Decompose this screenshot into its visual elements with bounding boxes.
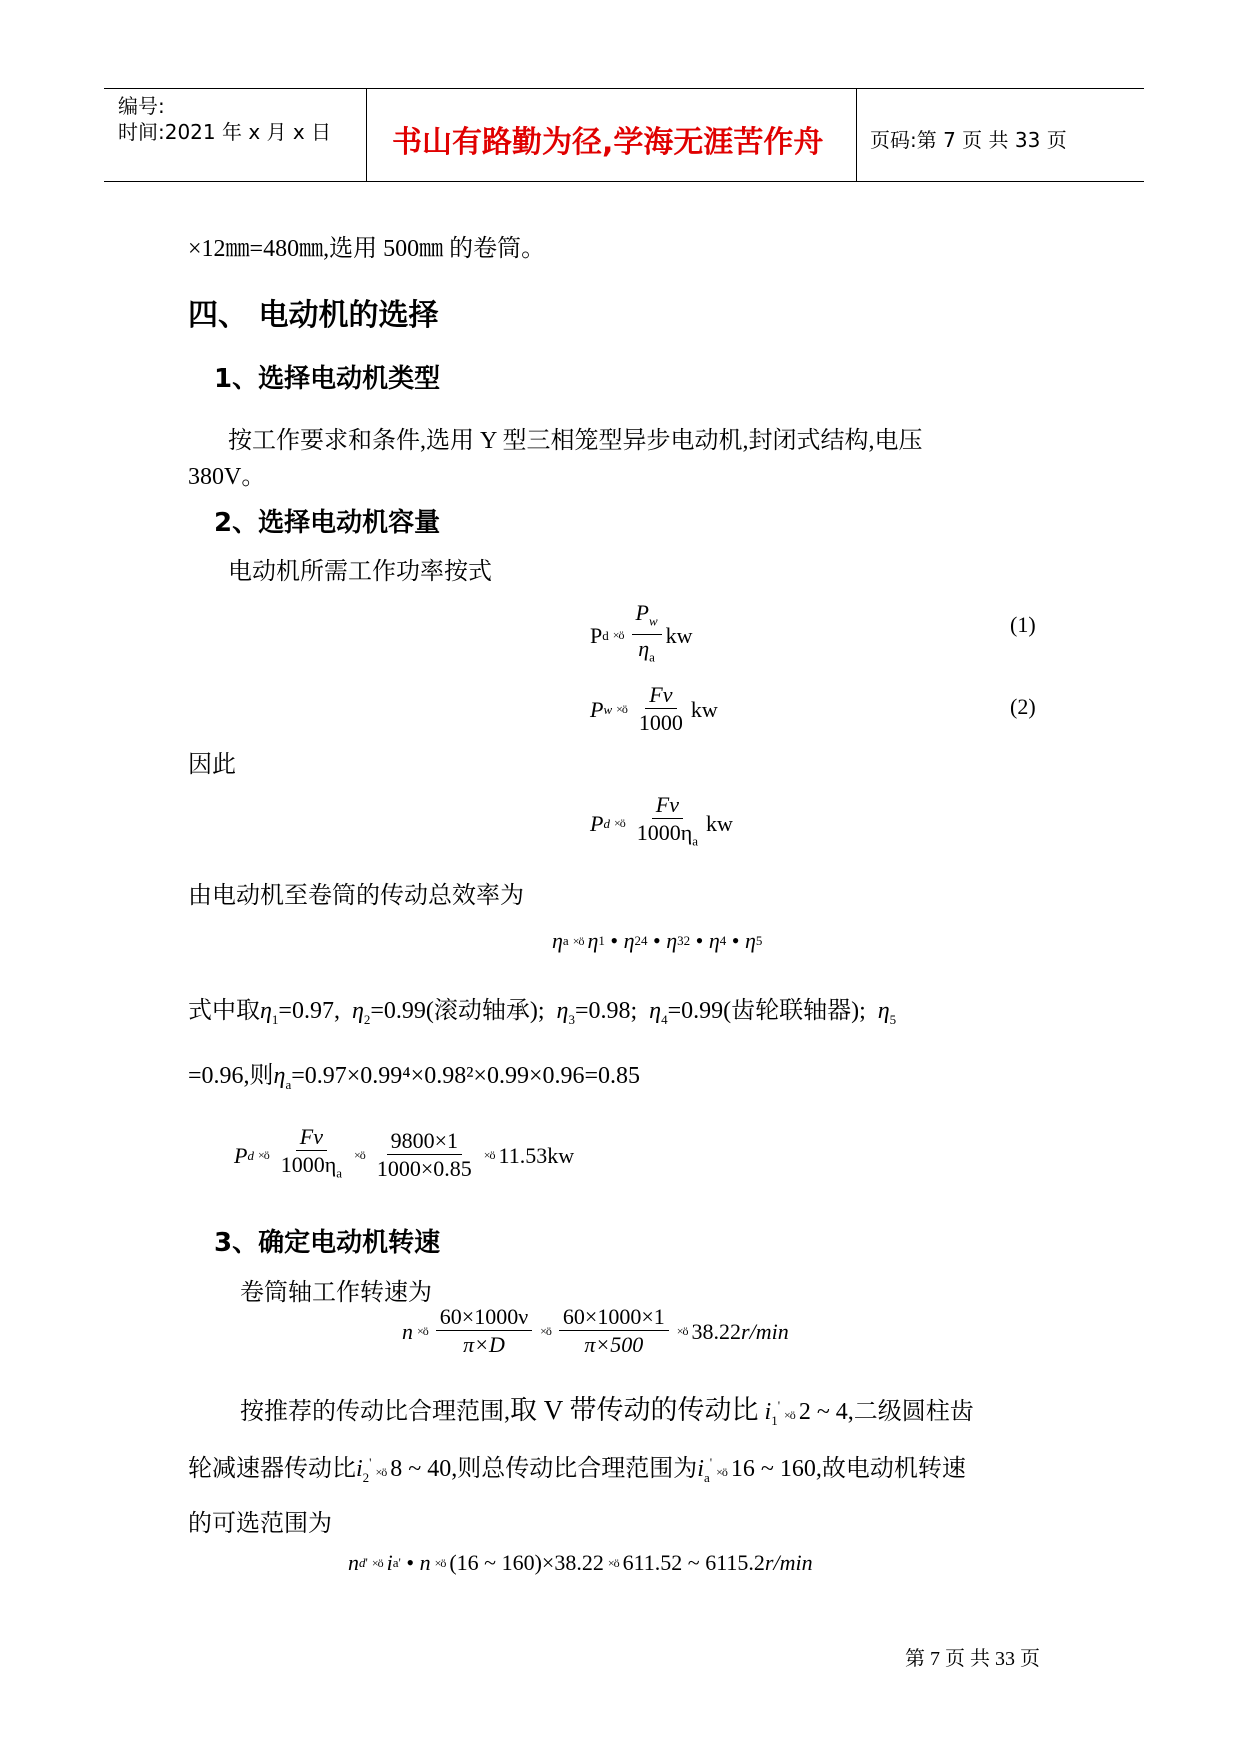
equation-7: n d ' ×ö i a ' • n ×ö (16 ~ 160)×38.22 ×ö 611.52 ~ 6115.2 r/min bbox=[348, 1550, 813, 1575]
subsection-2-title: 2、选择电动机容量 bbox=[214, 508, 441, 538]
subsection-3-title: 3、确定电动机转速 bbox=[214, 1228, 441, 1258]
ratio-line1: 按推荐的传动比合理范围,取 V 带传动的传动比 $i_1'\times ö$ 2 ~ 4,二级圆柱齿 bbox=[240, 1395, 974, 1428]
equation-1-number: (1) bbox=[1010, 612, 1036, 637]
ratio-line2: 轮减速器传动比$i_2'\times ö$ 8 ~ 40,则总传动比合理范围为$i_a'\times ö$ 16 ~ 160,故电动机转速 bbox=[188, 1455, 966, 1485]
header-top-rule bbox=[104, 88, 1144, 89]
footer-page-number: 第 7 页 共 33 页 bbox=[905, 1648, 1040, 1670]
ratio-line3: 的可选范围为 bbox=[188, 1511, 332, 1537]
equation-1: P d ×ö $\frac{P_w}{\eta_a}$ kw bbox=[590, 600, 693, 665]
header-number-label: 编号: bbox=[118, 94, 165, 118]
equation-2-number: (2) bbox=[1010, 694, 1036, 719]
efficiency-intro: 由电动机至卷筒的传动总效率为 bbox=[188, 883, 524, 909]
equation-4: η a ×ö η 1 • η 2 4 • η 3 2 • η 4 • η 5 bbox=[552, 928, 763, 953]
subsection-1-paragraph-line1: 按工作要求和条件,选用 Y 型三相笼型异步电动机,封闭式结构,电压 bbox=[228, 428, 923, 454]
eta-values-line1: 式中取$\eta_1=0.97$, $\eta_2=0.99$(滚动轴承); $\eta_3=0.98$; $\eta_4=0.99$(齿轮联轴器); $\eta_5$ bbox=[188, 998, 897, 1027]
subsection-1-paragraph-line2: 380V。 bbox=[188, 464, 266, 490]
subsection-3-intro: 卷筒轴工作转速为 bbox=[240, 1280, 432, 1306]
equation-5: P d ×ö $\frac{F\nu}{1000\eta_a}$ ×ö $\frac{9800\times 1}{1000\times 0.85}$ ×ö 11.53kw bbox=[234, 1124, 575, 1182]
equation-3: P d ×ö $\frac{F\nu}{1000\eta_a}$ kw bbox=[590, 792, 733, 849]
therefore-text: 因此 bbox=[188, 752, 236, 778]
subsection-1-title: 1、选择电动机类型 bbox=[214, 364, 441, 394]
equation-6: n ×ö $\frac{60\times 1000\nu}{\pi\times D}$ ×ö $\frac{60\times 1000\times 1}{\pi\times 500}$ ×ö 38.22 r/min bbox=[402, 1304, 789, 1357]
header-page-info: 页码:第 7 页 共 33 页 bbox=[870, 128, 1067, 152]
header-divider-right bbox=[856, 88, 857, 182]
line-top: ×12㎜=480㎜,选用 500㎜ 的卷筒。 bbox=[188, 236, 546, 262]
equation-2: P w ×ö $\frac{F\nu}{1000}$ kw bbox=[590, 682, 718, 735]
subsection-2-intro: 电动机所需工作功率按式 bbox=[228, 559, 492, 585]
header-divider-left bbox=[366, 88, 367, 182]
eta-values-line2: =0.96,则$\eta_a=0.97\times 0.99^4\times 0.98^2\times 0.99\times 0.96=0.85$ bbox=[188, 1063, 641, 1092]
section-title: 四、 电动机的选择 bbox=[188, 298, 439, 333]
header-time-label: 时间:2021 年 x 月 x 日 bbox=[118, 120, 332, 144]
header-bottom-rule bbox=[104, 181, 1144, 182]
header-motto: 书山有路勤为径,学海无涯苦作舟 bbox=[392, 125, 824, 160]
